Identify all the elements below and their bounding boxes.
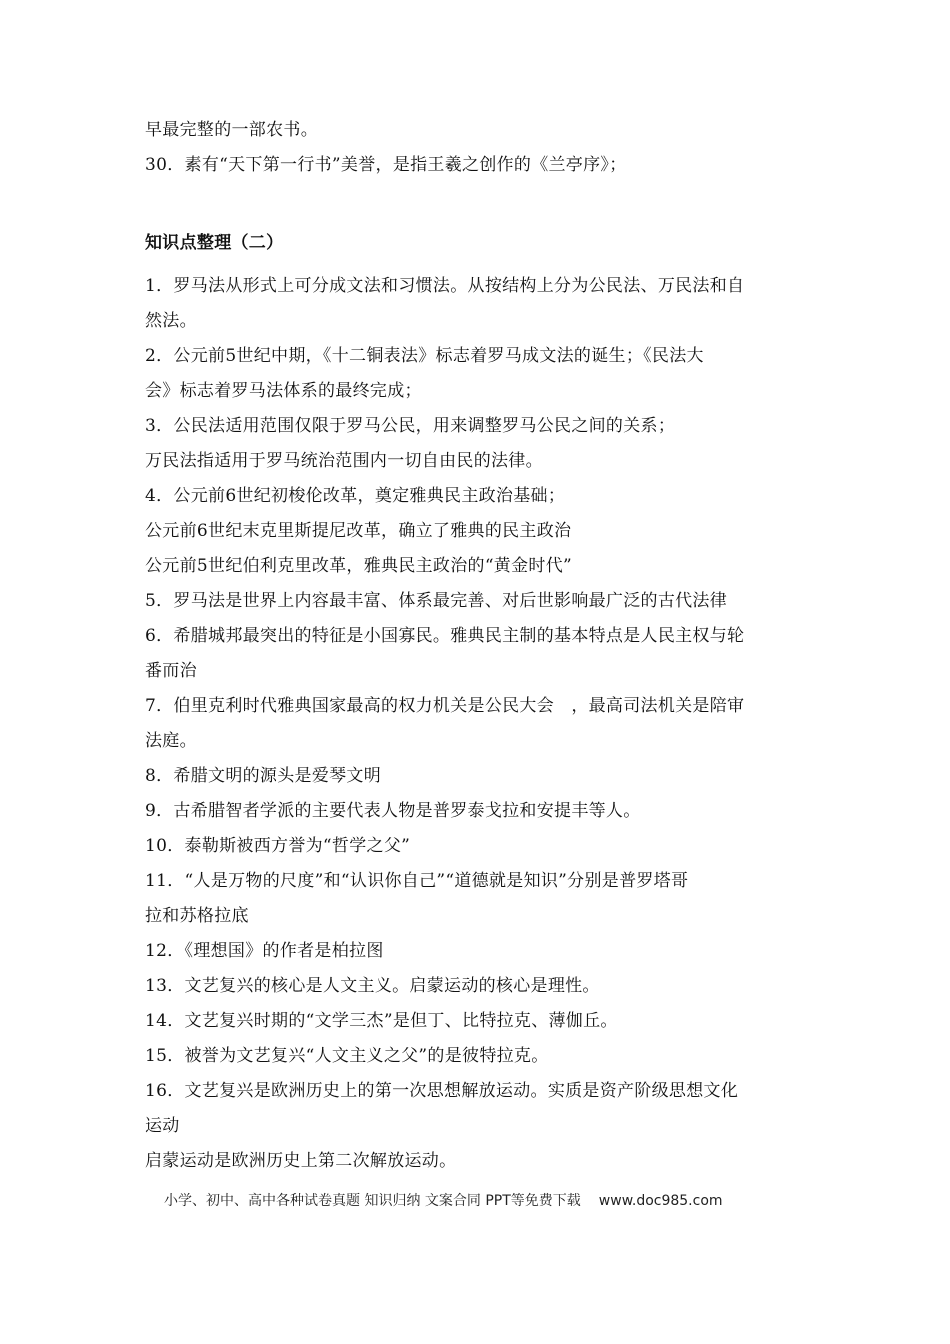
footer-url-link[interactable]: www.doc985.com — [598, 1193, 723, 1209]
text-line: 14．文艺复兴时期的“文学三杰”是但丁、比特拉克、薄伽丘。 — [145, 1011, 618, 1031]
text-line: 会》标志着罗马法体系的最终完成； — [145, 381, 422, 401]
text-line: 启蒙运动是欧洲历史上第二次解放运动。 — [145, 1151, 457, 1171]
text-line: 16．文艺复兴是欧洲历史上的第一次思想解放运动。实质是资产阶级思想文化 — [145, 1081, 739, 1101]
text-line: 万民法指适用于罗马统治范围内一切自由民的法律。 — [145, 451, 543, 471]
text-line: 2．公元前5世纪中期，《十二铜表法》标志着罗马成文法的诞生；《民法大 — [145, 346, 704, 366]
text-line: 运动 — [145, 1116, 180, 1136]
blank-line — [145, 183, 810, 218]
text-line: 番而治 — [145, 661, 197, 681]
text-line: 13．文艺复兴的核心是人文主义。启蒙运动的核心是理性。 — [145, 976, 600, 996]
text-line: 11．“人是万物的尺度”和“认识你自己”“道德就是知识”分别是普罗塔哥 — [145, 871, 689, 891]
page-footer — [164, 1190, 723, 1210]
text-line: 早最完整的一部农书。 — [145, 120, 318, 140]
text-line: 12．《理想国》的作者是柏拉图 — [145, 941, 384, 961]
text-line: 公元前6世纪末克里斯提尼改革，确立了雅典的民主政治 — [145, 521, 572, 541]
text-line: 1．罗马法从形式上可分成文法和习惯法。从按结构上分为公民法、万民法和自 — [145, 276, 745, 296]
text-line: 3．公民法适用范围仅限于罗马公民，用来调整罗马公民之间的关系； — [145, 416, 676, 436]
section-heading: 知识点整理（二） — [145, 233, 284, 253]
text-line: 15．被誉为文艺复兴“人文主义之父”的是彼特拉克。 — [145, 1046, 549, 1066]
text-line: 10．泰勒斯被西方誉为“哲学之父” — [145, 836, 411, 856]
text-line: 6．希腊城邦最突出的特征是小国寡民。雅典民主制的基本特点是人民主权与轮 — [145, 626, 745, 646]
text-line: 9．古希腊智者学派的主要代表人物是普罗泰戈拉和安提丰等人。 — [145, 801, 641, 821]
text-line: 5．罗马法是世界上内容最丰富、体系最完善、对后世影响最广泛的古代法律 — [145, 591, 728, 611]
footer-text: 小学、初中、高中各种试卷真题 知识归纳 文案合同 PPT等免费下载 — [164, 1193, 581, 1209]
text-line: 4．公元前6世纪初梭伦改革，奠定雅典民主政治基础； — [145, 486, 566, 506]
text-line: 30．素有“天下第一行书”美誉，是指王羲之创作的《兰亭序》； — [145, 155, 627, 175]
text-line: 拉和苏格拉底 — [145, 906, 249, 926]
text-line: 8．希腊文明的源头是爱琴文明 — [145, 766, 382, 786]
text-line: 法庭。 — [145, 731, 197, 751]
text-line: 7．伯里克利时代雅典国家最高的权力机关是公民大会 ，最高司法机关是陪审 — [145, 696, 745, 716]
text-line: 公元前5世纪伯利克里改革，雅典民主政治的“黄金时代” — [145, 556, 572, 576]
document-body — [145, 113, 810, 1179]
text-line: 然法。 — [145, 311, 197, 331]
